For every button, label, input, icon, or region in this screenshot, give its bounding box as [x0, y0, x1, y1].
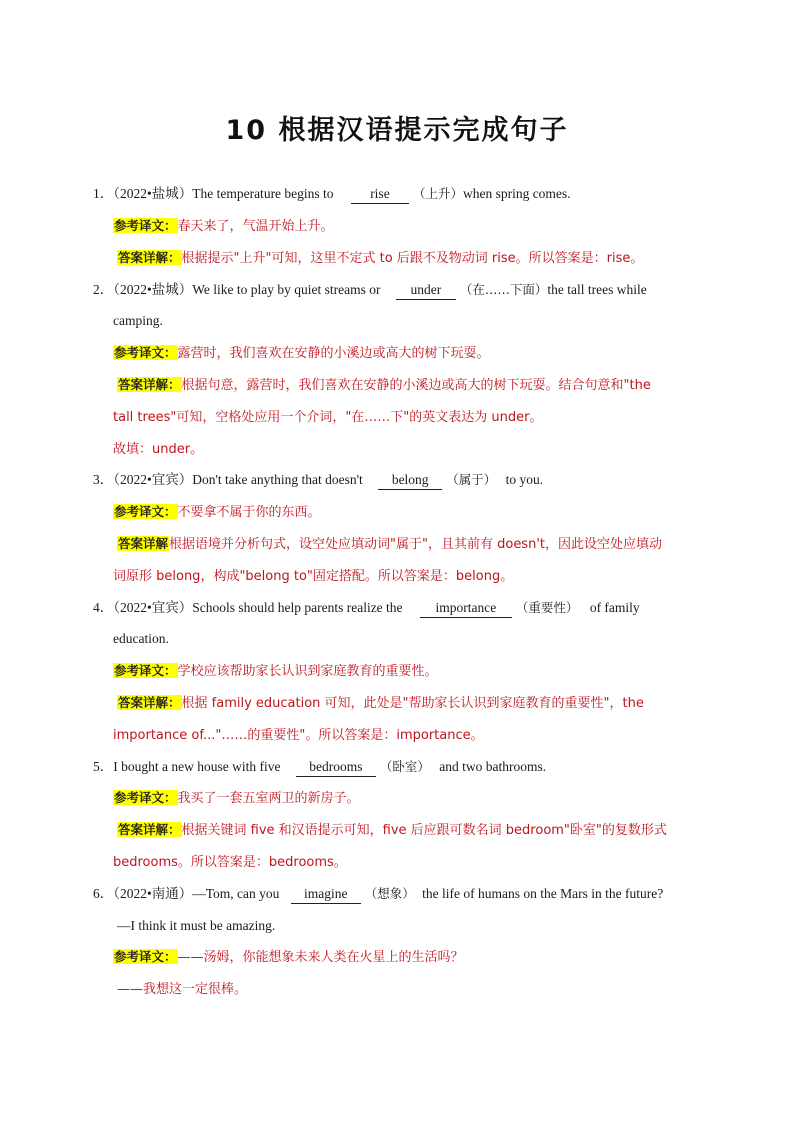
translation-label: 参考译文：: [114, 504, 177, 519]
question-text: （2022•盐城）We like to play by quiet streams or: [113, 282, 381, 297]
explanation-1: [117, 249, 703, 268]
explanation-text: 根据 family education 可知，此处是"帮助家长认识到家庭教育的重要性"，the: [181, 696, 644, 711]
translation-6: [113, 948, 703, 967]
answer-blank: under: [396, 281, 456, 300]
translation-text: 露营时，我们喜欢在安静的小溪边或高大的树下玩耍。: [177, 346, 490, 361]
explanation-2-line-3: 故填：under。: [113, 442, 204, 457]
question-6: [93, 885, 703, 904]
translation-3: [113, 503, 703, 522]
explanation-3: [117, 535, 703, 554]
question-2-continued: camping.: [113, 313, 163, 328]
translation-label: 参考译文：: [114, 790, 177, 805]
translation-4: [113, 662, 703, 681]
explanation-label: 答案详解：: [118, 377, 181, 392]
question-text-end: the life of humans on the Mars in the future?: [422, 886, 664, 901]
explanation-text: 根据提示"上升"可知，这里不定式 to 后跟不及物动词 rise。所以答案是：rise。: [181, 251, 644, 266]
question-text-end: and two bathrooms.: [439, 759, 547, 774]
question-text: （2022•南通）—Tom, can you: [113, 886, 280, 901]
question-number: 6．: [93, 886, 114, 901]
explanation-4: [117, 694, 703, 713]
question-text: （2022•宜宾）Don't take anything that doesn't: [113, 472, 363, 487]
hint: （想象）: [364, 886, 415, 901]
translation-text: ——汤姆，你能想象未来人类在火星上的生活吗？: [177, 950, 464, 965]
hint: （上升）: [412, 186, 463, 201]
explanation-label: 答案详解：: [118, 695, 181, 710]
question-number: 1．: [93, 186, 114, 201]
question-2: [93, 281, 703, 300]
answer-blank: belong: [378, 471, 442, 490]
answer-blank: importance: [420, 599, 512, 618]
question-6-reply: —I think it must be amazing.: [117, 918, 276, 933]
question-number: 4．: [93, 600, 114, 615]
explanation-3-line-2: 词原形 belong，构成"belong to"固定搭配。所以答案是：belong。: [113, 569, 514, 584]
explanation-text: 根据语境并分析句式，设空处应填动词"属于"，且其前有 doesn't，因此设空处应填动: [169, 537, 662, 552]
question-text-end: to you.: [505, 472, 544, 487]
explanation-label: 答案详解: [118, 536, 169, 551]
translation-label: 参考译文：: [114, 345, 177, 360]
question-text: I bought a new house with five: [113, 759, 281, 774]
translation-text: 不要拿不属于你的东西。: [177, 505, 321, 520]
explanation-4-line-2: importance of..."……的重要性"。所以答案是：importance。: [113, 728, 484, 743]
question-text: （2022•宜宾）Schools should help parents realize the: [113, 600, 403, 615]
translation-text: 春天来了，气温开始上升。: [177, 219, 334, 234]
explanation-2: [117, 376, 703, 395]
translation-2: [113, 344, 703, 363]
question-4: [93, 599, 703, 618]
explanation-5-line-2: bedrooms。所以答案是：bedrooms。: [113, 855, 347, 870]
translation-label: 参考译文：: [114, 663, 177, 678]
question-4-continued: education.: [113, 631, 169, 646]
question-text-end: the tall trees while: [547, 282, 647, 297]
translation-label: 参考译文：: [114, 949, 177, 964]
question-number: 5．: [93, 759, 114, 774]
translation-6-line-2: ——我想这一定很棒。: [117, 982, 248, 997]
question-number: 3．: [93, 472, 114, 487]
answer-blank: imagine: [291, 885, 361, 904]
hint: （在……下面）: [459, 282, 548, 297]
explanation-label: 答案详解：: [118, 822, 181, 837]
answer-blank: rise: [351, 185, 409, 204]
hint: （重要性）: [515, 600, 579, 615]
hint: （卧室）: [379, 759, 430, 774]
question-text: （2022•盐城）The temperature begins to: [113, 186, 334, 201]
explanation-label: 答案详解：: [118, 250, 181, 265]
translation-text: 学校应该帮助家长认识到家庭教育的重要性。: [177, 664, 438, 679]
translation-1: [113, 217, 703, 236]
question-text-end: of family: [589, 600, 640, 615]
explanation-5: [117, 821, 703, 840]
question-1: [93, 185, 703, 204]
explanation-2-line-2: tall trees"可知，空格处应用一个介词，"在……下"的英文表达为 under。: [113, 410, 543, 425]
question-3: [93, 471, 703, 490]
question-text-end: when spring comes.: [462, 186, 571, 201]
hint: （属于）: [446, 472, 497, 487]
answer-blank: bedrooms: [296, 758, 376, 777]
explanation-text: 根据句意，露营时，我们喜欢在安静的小溪边或高大的树下玩耍。结合句意和"the: [181, 378, 651, 393]
page-title: 10 根据汉语提示完成句子: [225, 115, 569, 146]
explanation-text: 根据关键词 five 和汉语提示可知，five 后应跟可数名词 bedroom"卧室"的复数形式: [181, 823, 667, 838]
translation-5: [113, 789, 703, 808]
translation-label: 参考译文：: [114, 218, 177, 233]
translation-text: 我买了一套五室两卫的新房子。: [177, 791, 360, 806]
question-5: [93, 758, 703, 777]
question-number: 2．: [93, 282, 114, 297]
